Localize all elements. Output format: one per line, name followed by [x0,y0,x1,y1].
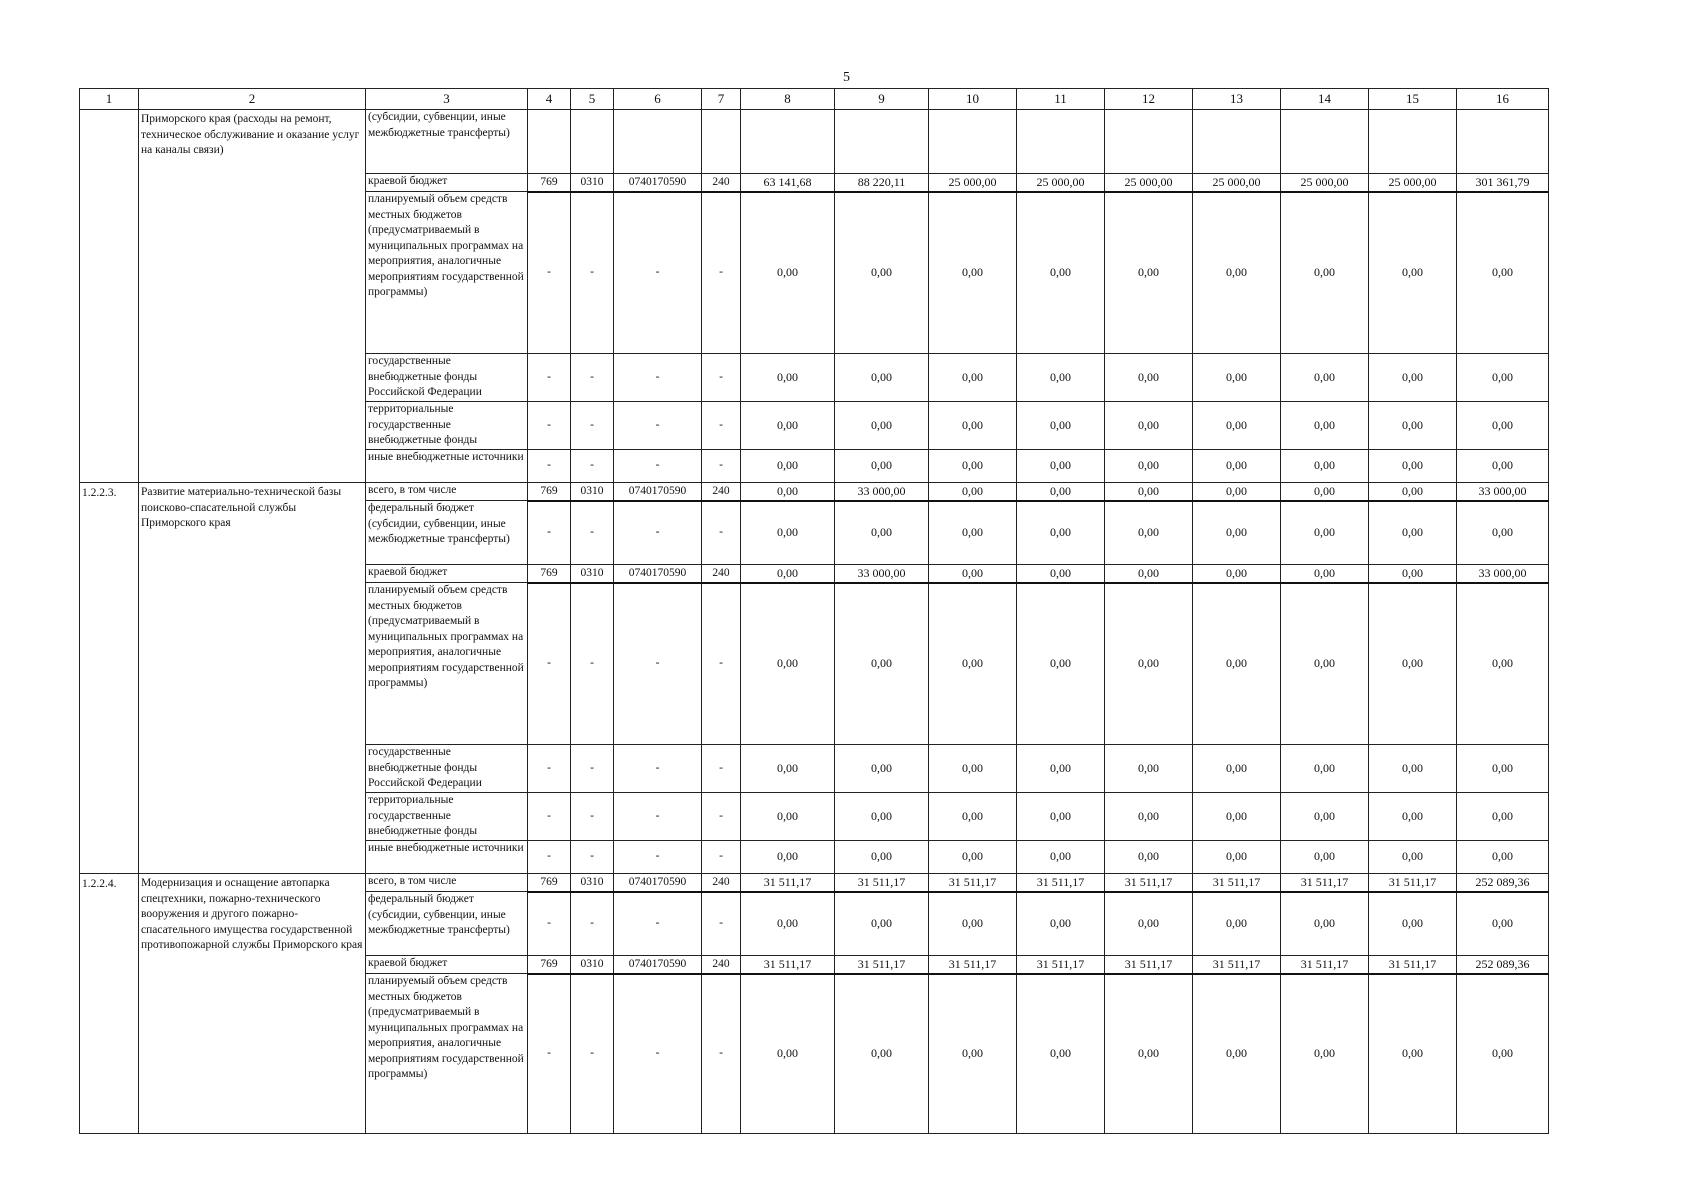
year-amount-col-10: 0,00 [929,565,1017,583]
column-header-10: 10 [929,89,1017,110]
year-amount-col-12: 0,00 [1105,745,1193,793]
year-amount-col-14: 0,00 [1281,450,1369,483]
budget-table [79,88,1549,1134]
total-amount: 0,00 [1457,192,1549,354]
target-article-code: - [614,892,702,956]
expense-type-code: 240 [702,956,741,974]
table-row [80,110,1549,174]
target-article-code: 0740170590 [614,956,702,974]
total-amount: 0,00 [1457,402,1549,450]
year-amount-col-11: 0,00 [1017,192,1105,354]
funding-source: территориальные государственные внебюджетные фонды [366,793,528,841]
page-number: 5 [843,70,850,85]
measure-number: 1.2.2.4. [80,874,139,1134]
table-row [80,874,1549,892]
header-row [80,89,1549,110]
total-amount: 33 000,00 [1457,565,1549,583]
year-amount-col-11: 0,00 [1017,354,1105,402]
year-amount-col-12: 0,00 [1105,565,1193,583]
expense-type-code [702,110,741,174]
year-amount-col-12: 0,00 [1105,402,1193,450]
year-amount-col-12: 0,00 [1105,450,1193,483]
total-amount: 252 089,36 [1457,956,1549,974]
target-article-code: - [614,450,702,483]
funding-source: (субсидии, субвенции, иные межбюджетные трансферты) [366,110,528,174]
year-amount-col-8: 0,00 [741,402,835,450]
year-amount-col-14: 0,00 [1281,192,1369,354]
measure-number: 1.2.2.3. [80,483,139,874]
year-amount-col-9: 0,00 [835,793,929,841]
grbs-code: - [528,892,571,956]
year-amount-col-15: 0,00 [1369,841,1457,874]
section-code: 0310 [571,483,614,501]
funding-source: краевой бюджет [366,565,528,583]
target-article-code: - [614,583,702,745]
expense-type-code: 240 [702,565,741,583]
year-amount-col-8: 31 511,17 [741,956,835,974]
funding-source: всего, в том числе [366,874,528,892]
year-amount-col-14: 0,00 [1281,565,1369,583]
year-amount-col-9: 0,00 [835,501,929,565]
year-amount-col-11: 0,00 [1017,583,1105,745]
section-code: - [571,745,614,793]
year-amount-col-15: 31 511,17 [1369,874,1457,892]
year-amount-col-9: 33 000,00 [835,565,929,583]
year-amount-col-12: 0,00 [1105,793,1193,841]
total-amount: 0,00 [1457,583,1549,745]
column-header-13: 13 [1193,89,1281,110]
target-article-code: 0740170590 [614,565,702,583]
grbs-code: 769 [528,565,571,583]
year-amount-col-15: 0,00 [1369,793,1457,841]
year-amount-col-10: 31 511,17 [929,956,1017,974]
year-amount-col-8: 0,00 [741,745,835,793]
target-article-code: 0740170590 [614,174,702,192]
year-amount-col-11: 0,00 [1017,565,1105,583]
year-amount-col-12: 25 000,00 [1105,174,1193,192]
year-amount-col-8: 0,00 [741,450,835,483]
column-header-6: 6 [614,89,702,110]
year-amount-col-9: 0,00 [835,974,929,1134]
year-amount-col-13: 0,00 [1193,745,1281,793]
year-amount-col-10: 0,00 [929,974,1017,1134]
year-amount-col-12: 31 511,17 [1105,874,1193,892]
year-amount-col-13: 0,00 [1193,892,1281,956]
year-amount-col-14: 0,00 [1281,974,1369,1134]
funding-source: государственные внебюджетные фонды Российской Федерации [366,745,528,793]
year-amount-col-11: 0,00 [1017,745,1105,793]
year-amount-col-13: 0,00 [1193,583,1281,745]
year-amount-col-11: 0,00 [1017,793,1105,841]
section-code: 0310 [571,565,614,583]
total-amount: 0,00 [1457,354,1549,402]
expense-type-code: - [702,841,741,874]
target-article-code: - [614,354,702,402]
column-header-4: 4 [528,89,571,110]
year-amount-col-14: 0,00 [1281,793,1369,841]
year-amount-col-13: 31 511,17 [1193,956,1281,974]
expense-type-code: 240 [702,174,741,192]
section-code: - [571,793,614,841]
column-header-14: 14 [1281,89,1369,110]
year-amount-col-10: 0,00 [929,583,1017,745]
year-amount-col-8: 0,00 [741,354,835,402]
year-amount-col-15: 0,00 [1369,450,1457,483]
year-amount-col-12: 0,00 [1105,354,1193,402]
section-code: - [571,892,614,956]
total-amount: 0,00 [1457,793,1549,841]
column-header-15: 15 [1369,89,1457,110]
funding-source: краевой бюджет [366,956,528,974]
total-amount: 0,00 [1457,892,1549,956]
expense-type-code: - [702,354,741,402]
year-amount-col-8: 0,00 [741,192,835,354]
funding-source: планируемый объем средств местных бюджетов (предусматриваемый в муниципальных программах на мероприятия, аналогичные мероприятиям государственной программы) [366,974,528,1134]
target-article-code: - [614,501,702,565]
year-amount-col-12: 0,00 [1105,192,1193,354]
year-amount-col-13: 0,00 [1193,450,1281,483]
year-amount-col-15: 0,00 [1369,354,1457,402]
column-header-11: 11 [1017,89,1105,110]
year-amount-col-13: 0,00 [1193,841,1281,874]
target-article-code: - [614,974,702,1134]
total-amount [1457,110,1549,174]
year-amount-col-10: 0,00 [929,841,1017,874]
year-amount-col-13: 0,00 [1193,501,1281,565]
section-code: 0310 [571,956,614,974]
year-amount-col-9: 0,00 [835,354,929,402]
funding-source: планируемый объем средств местных бюджетов (предусматриваемый в муниципальных программах на мероприятия, аналогичные мероприятиям государственной программы) [366,583,528,745]
year-amount-col-13 [1193,110,1281,174]
year-amount-col-9: 31 511,17 [835,874,929,892]
column-header-3: 3 [366,89,528,110]
year-amount-col-15 [1369,110,1457,174]
grbs-code: 769 [528,174,571,192]
section-code: - [571,583,614,745]
expense-type-code: - [702,745,741,793]
year-amount-col-14: 0,00 [1281,841,1369,874]
year-amount-col-11: 0,00 [1017,450,1105,483]
year-amount-col-9: 0,00 [835,450,929,483]
expense-type-code: - [702,892,741,956]
year-amount-col-8: 0,00 [741,483,835,501]
total-amount: 33 000,00 [1457,483,1549,501]
year-amount-col-11: 0,00 [1017,974,1105,1134]
column-header-8: 8 [741,89,835,110]
funding-source: краевой бюджет [366,174,528,192]
measure-number [80,110,139,483]
year-amount-col-14: 0,00 [1281,892,1369,956]
grbs-code: - [528,841,571,874]
funding-source: федеральный бюджет (субсидии, субвенции, иные межбюджетные трансферты) [366,501,528,565]
expense-type-code: - [702,402,741,450]
grbs-code: 769 [528,874,571,892]
expense-type-code: - [702,583,741,745]
funding-source: всего, в том числе [366,483,528,501]
year-amount-col-13: 0,00 [1193,483,1281,501]
year-amount-col-15: 0,00 [1369,501,1457,565]
table-row [80,483,1549,501]
expense-type-code: - [702,793,741,841]
year-amount-col-12: 31 511,17 [1105,956,1193,974]
grbs-code: - [528,354,571,402]
total-amount: 0,00 [1457,841,1549,874]
year-amount-col-9 [835,110,929,174]
year-amount-col-14: 0,00 [1281,583,1369,745]
year-amount-col-14: 31 511,17 [1281,956,1369,974]
year-amount-col-10: 0,00 [929,892,1017,956]
section-code: - [571,354,614,402]
year-amount-col-10: 0,00 [929,450,1017,483]
target-article-code: - [614,793,702,841]
grbs-code: - [528,745,571,793]
section-code: - [571,450,614,483]
year-amount-col-12: 0,00 [1105,583,1193,745]
total-amount: 301 361,79 [1457,174,1549,192]
year-amount-col-15: 0,00 [1369,192,1457,354]
year-amount-col-10: 0,00 [929,793,1017,841]
measure-name: Модернизация и оснащение автопарка спецтехники, пожарно-технического вооружения и другого пожарно-спасательного имущества государственной противопожарной службы Приморского края [139,874,366,1134]
expense-type-code: 240 [702,874,741,892]
grbs-code: - [528,402,571,450]
target-article-code: 0740170590 [614,483,702,501]
year-amount-col-11: 0,00 [1017,841,1105,874]
year-amount-col-11: 25 000,00 [1017,174,1105,192]
year-amount-col-15: 0,00 [1369,974,1457,1134]
target-article-code: - [614,402,702,450]
year-amount-col-9: 0,00 [835,841,929,874]
column-header-5: 5 [571,89,614,110]
year-amount-col-8: 0,00 [741,892,835,956]
year-amount-col-14: 0,00 [1281,402,1369,450]
year-amount-col-10 [929,110,1017,174]
year-amount-col-14 [1281,110,1369,174]
year-amount-col-9: 0,00 [835,192,929,354]
year-amount-col-15: 0,00 [1369,745,1457,793]
year-amount-col-9: 0,00 [835,583,929,745]
year-amount-col-14: 0,00 [1281,483,1369,501]
column-header-12: 12 [1105,89,1193,110]
total-amount: 0,00 [1457,745,1549,793]
grbs-code: - [528,583,571,745]
year-amount-col-12: 0,00 [1105,841,1193,874]
target-article-code: - [614,745,702,793]
grbs-code: - [528,450,571,483]
year-amount-col-15: 0,00 [1369,402,1457,450]
grbs-code: 769 [528,483,571,501]
year-amount-col-10: 25 000,00 [929,174,1017,192]
total-amount: 0,00 [1457,501,1549,565]
section-code: - [571,841,614,874]
year-amount-col-15: 0,00 [1369,583,1457,745]
funding-source: территориальные государственные внебюджетные фонды [366,402,528,450]
year-amount-col-11 [1017,110,1105,174]
year-amount-col-8: 0,00 [741,793,835,841]
grbs-code: - [528,501,571,565]
year-amount-col-9: 88 220,11 [835,174,929,192]
column-header-2: 2 [139,89,366,110]
grbs-code: - [528,974,571,1134]
year-amount-col-15: 31 511,17 [1369,956,1457,974]
grbs-code: - [528,793,571,841]
year-amount-col-9: 33 000,00 [835,483,929,501]
year-amount-col-9: 31 511,17 [835,956,929,974]
year-amount-col-8: 31 511,17 [741,874,835,892]
funding-source: иные внебюджетные источники [366,450,528,483]
year-amount-col-12: 0,00 [1105,483,1193,501]
grbs-code: - [528,192,571,354]
year-amount-col-14: 25 000,00 [1281,174,1369,192]
year-amount-col-15: 25 000,00 [1369,174,1457,192]
year-amount-col-8: 0,00 [741,583,835,745]
funding-source: планируемый объем средств местных бюджетов (предусматриваемый в муниципальных программах на мероприятия, аналогичные мероприятиям государственной программы) [366,192,528,354]
year-amount-col-8: 0,00 [741,974,835,1134]
expense-type-code: - [702,192,741,354]
measure-name: Развитие материально-технической базы поисково-спасательной службы Приморского края [139,483,366,874]
year-amount-col-13: 31 511,17 [1193,874,1281,892]
target-article-code: - [614,192,702,354]
section-code: - [571,402,614,450]
year-amount-col-8: 0,00 [741,565,835,583]
year-amount-col-13: 0,00 [1193,192,1281,354]
target-article-code: - [614,841,702,874]
year-amount-col-13: 25 000,00 [1193,174,1281,192]
year-amount-col-10: 31 511,17 [929,874,1017,892]
year-amount-col-11: 0,00 [1017,402,1105,450]
year-amount-col-10: 0,00 [929,483,1017,501]
funding-source: государственные внебюджетные фонды Российской Федерации [366,354,528,402]
column-header-9: 9 [835,89,929,110]
year-amount-col-14: 31 511,17 [1281,874,1369,892]
target-article-code [614,110,702,174]
total-amount: 0,00 [1457,974,1549,1134]
total-amount: 0,00 [1457,450,1549,483]
year-amount-col-11: 0,00 [1017,892,1105,956]
section-code: - [571,974,614,1134]
year-amount-col-13: 0,00 [1193,974,1281,1134]
section-code: 0310 [571,874,614,892]
year-amount-col-13: 0,00 [1193,402,1281,450]
year-amount-col-15: 0,00 [1369,483,1457,501]
funding-source: федеральный бюджет (субсидии, субвенции, иные межбюджетные трансферты) [366,892,528,956]
year-amount-col-12: 0,00 [1105,892,1193,956]
year-amount-col-9: 0,00 [835,402,929,450]
section-code: - [571,501,614,565]
section-code [571,110,614,174]
grbs-code: 769 [528,956,571,974]
year-amount-col-11: 0,00 [1017,483,1105,501]
column-header-16: 16 [1457,89,1549,110]
year-amount-col-8 [741,110,835,174]
measure-name: Приморского края (расходы на ремонт, техническое обслуживание и оказание услуг на каналы связи) [139,110,366,483]
grbs-code [528,110,571,174]
year-amount-col-9: 0,00 [835,892,929,956]
expense-type-code: - [702,450,741,483]
year-amount-col-10: 0,00 [929,501,1017,565]
year-amount-col-13: 0,00 [1193,793,1281,841]
year-amount-col-13: 0,00 [1193,354,1281,402]
total-amount: 252 089,36 [1457,874,1549,892]
year-amount-col-9: 0,00 [835,745,929,793]
column-header-7: 7 [702,89,741,110]
year-amount-col-13: 0,00 [1193,565,1281,583]
year-amount-col-12: 0,00 [1105,974,1193,1134]
column-header-1: 1 [80,89,139,110]
year-amount-col-10: 0,00 [929,745,1017,793]
year-amount-col-11: 0,00 [1017,501,1105,565]
expense-type-code: 240 [702,483,741,501]
year-amount-col-10: 0,00 [929,402,1017,450]
year-amount-col-11: 31 511,17 [1017,956,1105,974]
year-amount-col-8: 0,00 [741,841,835,874]
year-amount-col-10: 0,00 [929,192,1017,354]
year-amount-col-14: 0,00 [1281,745,1369,793]
year-amount-col-14: 0,00 [1281,354,1369,402]
year-amount-col-12: 0,00 [1105,501,1193,565]
target-article-code: 0740170590 [614,874,702,892]
year-amount-col-10: 0,00 [929,354,1017,402]
year-amount-col-15: 0,00 [1369,565,1457,583]
section-code: 0310 [571,174,614,192]
year-amount-col-14: 0,00 [1281,501,1369,565]
year-amount-col-8: 0,00 [741,501,835,565]
year-amount-col-8: 63 141,68 [741,174,835,192]
expense-type-code: - [702,501,741,565]
section-code: - [571,192,614,354]
year-amount-col-15: 0,00 [1369,892,1457,956]
expense-type-code: - [702,974,741,1134]
year-amount-col-12 [1105,110,1193,174]
year-amount-col-11: 31 511,17 [1017,874,1105,892]
funding-source: иные внебюджетные источники [366,841,528,874]
